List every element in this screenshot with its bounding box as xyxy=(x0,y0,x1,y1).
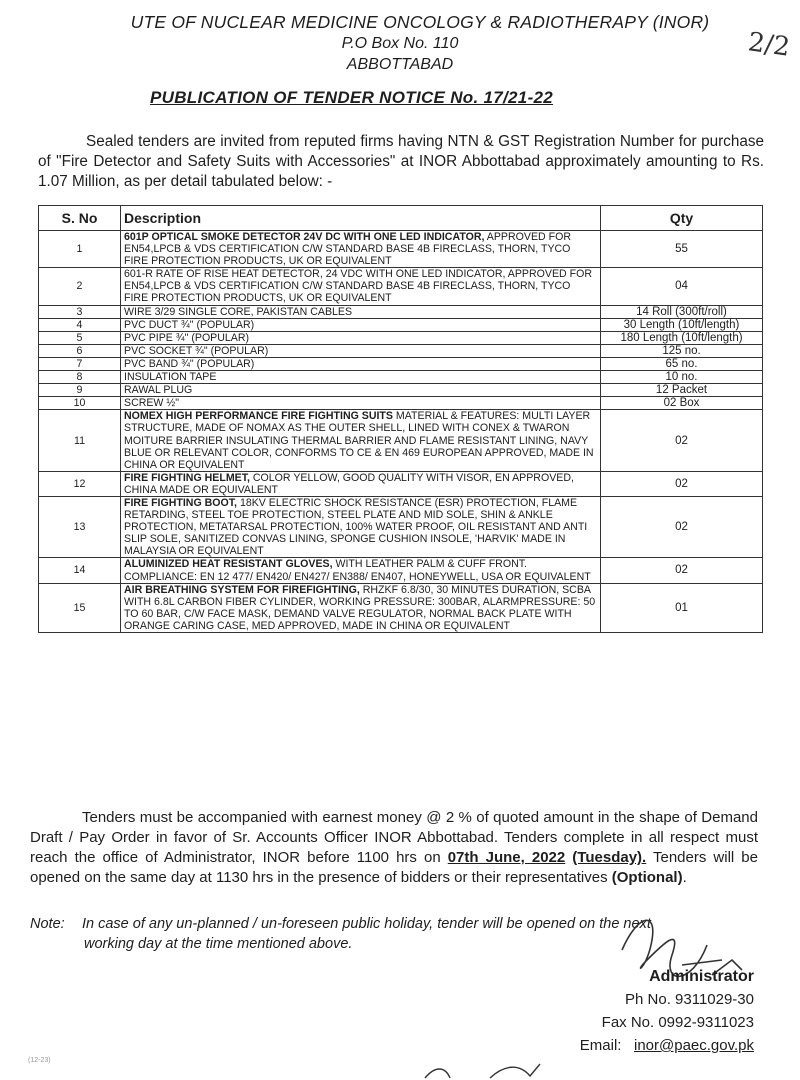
page-number: 2/2 xyxy=(746,27,792,63)
row-qty: 180 Length (10ft/length) xyxy=(601,331,763,344)
table-row xyxy=(39,371,763,384)
description-text: RHZKF 6.8/30, 30 MINUTES DURATION, SCBA WITH 6.8L CARBON FIBER CYLINDER, WORKING PRESSURE: 300BAR, ALARMPRESSURE: 50 TO 60 BAR, C/W FACE MASK, DEMAND VALVE REGULATOR, NORMAL BACK PLATE WITH ORANGE CARING CASE, MED APPROVED, MADE IN CHINA OR EQUIVALENT xyxy=(124,583,596,632)
description-lead: ALUMINIZED HEAT RESISTANT GLOVES, xyxy=(124,558,333,571)
row-description xyxy=(121,558,601,583)
table-row xyxy=(39,331,763,344)
letterhead xyxy=(0,12,800,74)
tender-table xyxy=(38,205,763,633)
row-description xyxy=(121,318,601,331)
row-description xyxy=(121,410,601,471)
table-row xyxy=(39,558,763,583)
terms-part3: . xyxy=(682,869,687,886)
row-sno: 5 xyxy=(39,331,121,344)
row-sno: 2 xyxy=(39,268,121,305)
row-description xyxy=(121,305,601,318)
tender-terms-paragraph xyxy=(30,808,758,888)
table-row xyxy=(39,344,763,357)
row-description xyxy=(121,231,601,268)
note-line2: working day at the time mentioned above. xyxy=(84,936,353,952)
description-tail: EUROPEAN APPROVED, MADE IN CHINA OR EQUIVALENT xyxy=(124,446,594,471)
table-row xyxy=(39,231,763,268)
description-text: 18KV ELECTRIC SHOCK RESISTANCE (ESR) PROTECTION, FLAME RETARDING, STEEL TOE PROTECTION, STEEL PLATE AND MID SOLE, SHIN & ANKLE PROTECTION, METATARSAL PROTECTION, 100% WATER PROOF, OIL RESISTANT AND ANTI SLIP SOLE, SANITIZED CONVAS LINING, SPONGE CUSHION INSOLE, 'HARVIK' MADE IN MALAYSIA OR EQUIVALENT xyxy=(124,496,588,558)
table-row xyxy=(39,410,763,471)
col-header-description: Description xyxy=(121,206,601,231)
email-label: Email: xyxy=(579,1037,622,1054)
form-code: (12-23) xyxy=(28,1057,51,1064)
row-qty: 125 no. xyxy=(601,344,763,357)
row-sno: 4 xyxy=(39,318,121,331)
table-row xyxy=(39,305,763,318)
fax-number: Fax No. 0992-9311023 xyxy=(601,1014,754,1031)
row-description xyxy=(121,496,601,557)
description-text: PVC SOCKET ¾" (POPULAR) xyxy=(124,344,269,357)
table-row xyxy=(39,471,763,496)
col-header-sno: S. No xyxy=(39,206,121,231)
signature-block xyxy=(580,965,754,1057)
terms-optional: (Optional) xyxy=(611,869,683,886)
table-row xyxy=(39,384,763,397)
deadline-day: (Tuesday). xyxy=(572,849,647,866)
row-qty: 04 xyxy=(601,268,763,305)
row-qty: 02 xyxy=(601,496,763,557)
organization-name: UTE OF NUCLEAR MEDICINE ONCOLOGY & RADIOTHERAPY (INOR) xyxy=(130,12,710,32)
po-box: P.O Box No. 110 xyxy=(341,35,459,52)
row-sno: 1 xyxy=(39,231,121,268)
description-lead: 601P OPTICAL SMOKE DETECTOR 24V DC WITH ONE LED INDICATOR, xyxy=(124,231,485,243)
email-link[interactable]: inor@paec.gov.pk xyxy=(633,1037,754,1054)
description-text: PVC DUCT ¾" (POPULAR) xyxy=(124,318,255,331)
description-text: APPROVED FOR EN54,LPCB & VDS CERTIFICATION C/W STANDARD BASE 4B FIRECLASS, THORN, TYCO FIRE PROTECTION PRODUCTS, xyxy=(124,231,571,268)
table-row xyxy=(39,357,763,370)
description-text: SCREW ½" xyxy=(124,397,179,410)
description-text: WITH LEATHER PALM & CUFF FRONT. COMPLIANCE: EN 12 477/ EN420/ EN427/ EN388/ EN407, HONEYWELL, USA OR EQUIVALENT xyxy=(124,558,591,583)
row-sno: 9 xyxy=(39,384,121,397)
row-description xyxy=(121,384,601,397)
row-sno: 8 xyxy=(39,371,121,384)
table-header-row xyxy=(39,206,763,231)
row-qty: 02 xyxy=(601,558,763,583)
notice-title: PUBLICATION OF TENDER NOTICE No. 17/21-22 xyxy=(150,88,554,107)
terms-part2: Tenders will be opened on the same day at 1130 hrs in the presence of bidders or their representatives xyxy=(30,849,758,886)
row-qty: 02 xyxy=(601,471,763,496)
intro-paragraph: Sealed tenders are invited from reputed firms having NTN & GST Registration Number for purchase of "Fire Detector and Safety Suits with Accessories" at INOR Abbottabad approximately amounting to Rs. 1.07 Million, as per detail tabulated below: - xyxy=(38,133,764,190)
description-lead: FIRE FIGHTING HELMET, xyxy=(124,471,250,484)
email-line xyxy=(580,1034,754,1057)
terms-part1: Tenders must be accompanied with earnest money @ 2 % of quoted amount in the shape of Demand Draft / Pay Order in favor of Sr. Accounts Officer INOR Abbottabad. Tenders complete in all respect must reach the office of Administrator, INOR before 1100 hrs on xyxy=(30,809,758,866)
row-sno: 14 xyxy=(39,558,121,583)
row-qty: 65 no. xyxy=(601,357,763,370)
description-tail: UK OR EQUIVALENT xyxy=(285,292,392,305)
description-text: PVC PIPE ¾" (POPULAR) xyxy=(124,331,250,344)
row-sno: 12 xyxy=(39,471,121,496)
row-description xyxy=(121,357,601,370)
row-sno: 13 xyxy=(39,496,121,557)
row-description xyxy=(121,344,601,357)
description-lead: AIR BREATHING SYSTEM FOR FIREFIGHTING, xyxy=(124,583,360,596)
description-text: 601-R RATE OF RISE HEAT DETECTOR, 24 VDC WITH ONE LED INDICATOR, APPROVED FOR EN54,LPCB & VDS CERTIFICATION C/W STANDARD BASE 4B FIRECLASS, THORN, TYCO FIRE PROTECTION PRODUCTS, xyxy=(124,268,592,305)
row-qty: 02 Box xyxy=(601,397,763,410)
row-sno: 3 xyxy=(39,305,121,318)
row-qty: 55 xyxy=(601,231,763,268)
table-row xyxy=(39,268,763,305)
description-text: RAWAL PLUG xyxy=(124,384,193,397)
table-row xyxy=(39,318,763,331)
row-description xyxy=(121,397,601,410)
row-qty: 01 xyxy=(601,583,763,632)
table-row xyxy=(39,583,763,632)
note-line1: In case of any un-planned / un-foreseen public holiday, tender will be opened on the next xyxy=(82,916,651,932)
description-text: WIRE 3/29 SINGLE CORE, PAKISTAN CABLES xyxy=(124,305,353,318)
row-description xyxy=(121,331,601,344)
row-description xyxy=(121,371,601,384)
row-description xyxy=(121,583,601,632)
description-text: COLOR YELLOW, GOOD QUALITY WITH VISOR, EN APPROVED, CHINA MADE OR EQUIVALENT xyxy=(124,471,574,496)
city: ABBOTTABAD xyxy=(346,56,454,73)
description-text: MATERIAL & FEATURES: MULTI LAYER STRUCTURE, MADE OF NOMAX AS THE OUTER SHELL, LINED WITH CONEX & TWARON MOITURE BARRIER INSULATING THERMAL BARRIER AND FLAME RESISTANT LINING, NAVY BLUE OR RELEVANT COLOR, CONFORMS TO CE & EN 469 xyxy=(124,410,591,459)
row-sno: 7 xyxy=(39,357,121,370)
description-tail: UK OR EQUIVALENT xyxy=(285,255,392,268)
row-qty: 12 Packet xyxy=(601,384,763,397)
row-qty: 30 Length (10ft/length) xyxy=(601,318,763,331)
phone-number: Ph No. 9311029-30 xyxy=(625,991,754,1008)
deadline-date: 07th June, 2022 xyxy=(447,849,566,866)
note-label: Note: xyxy=(30,916,65,932)
row-sno: 15 xyxy=(39,583,121,632)
signatory-title: Administrator xyxy=(649,968,754,985)
table-row xyxy=(39,397,763,410)
description-text: PVC BAND ¾" (POPULAR) xyxy=(124,357,255,370)
handwritten-scribble xyxy=(420,1062,620,1080)
col-header-qty: Qty xyxy=(601,206,763,231)
row-qty: 14 Roll (300ft/roll) xyxy=(601,305,763,318)
row-qty: 10 no. xyxy=(601,371,763,384)
row-qty: 02 xyxy=(601,410,763,471)
description-text: INSULATION TAPE xyxy=(124,371,217,384)
row-sno: 10 xyxy=(39,397,121,410)
row-description xyxy=(121,268,601,305)
row-description xyxy=(121,471,601,496)
description-lead: NOMEX HIGH PERFORMANCE FIRE FIGHTING SUITS xyxy=(124,410,393,423)
row-sno: 6 xyxy=(39,344,121,357)
description-lead: FIRE FIGHTING BOOT, xyxy=(124,496,237,509)
table-row xyxy=(39,496,763,557)
row-sno: 11 xyxy=(39,410,121,471)
